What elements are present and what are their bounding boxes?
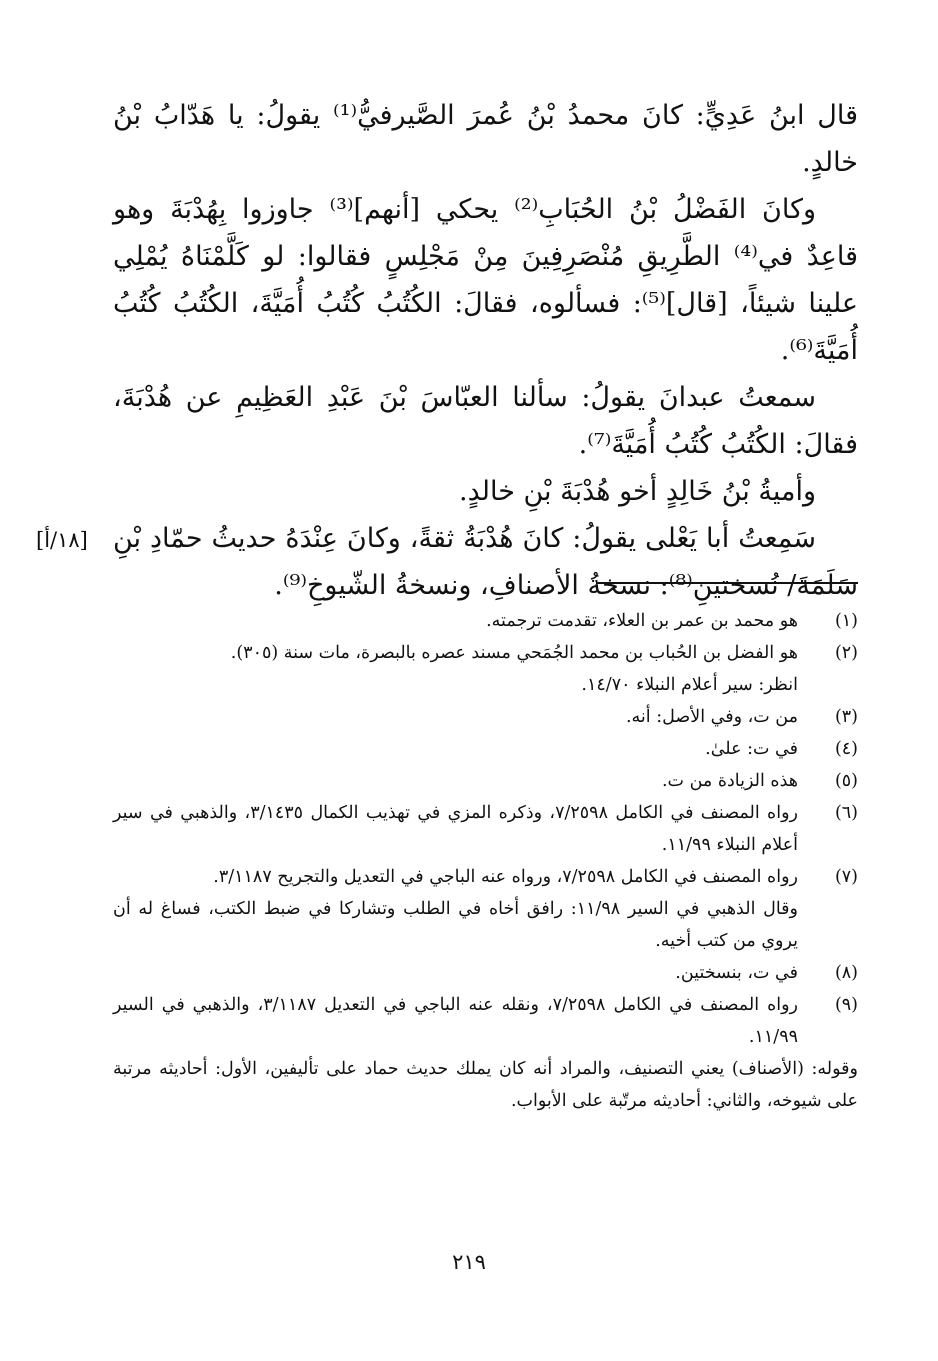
footnote-divider (596, 582, 858, 584)
footnote-number: (٩) (834, 995, 858, 1015)
footnote-number: (٤) (834, 739, 858, 759)
footnote-1 (113, 605, 858, 637)
footnote-continuation: وقوله: (الأصناف) يعني التصنيف، والمراد أنه كان يملك حديث حماد على تأليفين، الأول: أحاديثه مرتبة على شيوخه، والثاني: أحاديثه مرتّبة على الأبواب. (113, 1059, 858, 1111)
paragraph-umayya: وأميةُ بْنُ خَالِدٍ أخو هُدْبَةَ بْنِ خالدٍ. (458, 476, 816, 507)
footnotes (113, 605, 858, 1117)
page-number: ٢١٩ (452, 1250, 486, 1274)
footnote-text: رواه المصنف في الكامل ٧/٢٥٩٨، وذكره المزي في تهذيب الكمال ٣/١٤٣٥، والذهبي في سير أعلام النبلاء ١١/٩٩. (113, 803, 798, 855)
main-text (113, 92, 858, 609)
folio-marginal-note: [١٨/أ] (36, 528, 88, 552)
footnote-number: (٦) (834, 803, 858, 823)
footnote-number: (٣) (834, 707, 858, 727)
footnote-number: (٨) (834, 963, 858, 983)
footnote-9 (113, 989, 858, 1053)
footnote-6 (113, 797, 858, 861)
paragraph-fadl: وكانَ الفَضْلُ بْنُ الحُبَابِ⁽²⁾ يحكي [أنهم]⁽³⁾ جاوزوا بِهُدْبَةَ وهو قاعِدٌ في⁽⁴⁾ الطَّرِيقِ مُنْصَرِفِينَ مِنْ مَجْلِسٍ فقالوا: لو كَلَّمْنَاهُ يُمْلِي علينا شيئاً، [قال]⁽⁵⁾: فسألوه، فقالَ: الكُتُبُ كُتُبُ أُمَيَّةَ، الكُتُبُ كُتُبُ أُمَيَّةَ⁽⁶⁾. (113, 194, 859, 366)
footnote-text: هو محمد بن عمر بن العلاء، تقدمت ترجمته. (486, 611, 798, 631)
footnote-text: انظر: سير أعلام النبلاء ١٤/٧٠. (581, 675, 798, 695)
footnote-8 (113, 957, 858, 989)
paragraph-abu-yala: سَمِعتُ أبا يَعْلى يقولُ: كانَ هُدْبَةُ ثقةً، وكانَ عِنْدَهُ حديثُ حمّادِ بْنِ سَلَمَةَ/ نُسختينِ⁽⁸⁾: نسخةُ الأصنافِ، ونسخةُ الشّيوخِ⁽⁹⁾. (113, 523, 858, 601)
footnote-7 (113, 861, 858, 957)
footnote-text: رواه المصنف في الكامل ٧/٢٥٩٨، ونقله عنه الباجي في التعديل ٣/١١٨٧، والذهبي في السير ١١/٩٩. (113, 995, 798, 1047)
footnote-number: (٢) (834, 643, 858, 663)
footnote-number: (١) (834, 611, 858, 631)
footnote-text: في ت: علىٰ. (705, 739, 798, 759)
footnote-5 (113, 765, 858, 797)
paragraph-abdan: سمعتُ عبدانَ يقولُ: سألنا العبّاسَ بْنَ عَبْدِ العَظِيمِ عن هُدْبَةَ، فقالَ: الكُتُبُ كُتُبُ أُمَيَّةَ⁽⁷⁾. (113, 382, 858, 460)
footnote-text: من ت، وفي الأصل: أنه. (625, 707, 798, 727)
footnote-number: (٧) (834, 867, 858, 887)
footnote-number: (٥) (834, 771, 858, 791)
footnote-text: رواه المصنف في الكامل ٧/٢٥٩٨، ورواه عنه الباجي في التعديل والتجريح ٣/١١٨٧. (213, 867, 798, 887)
paragraph-ibn-adi: قال ابنُ عَدِيٍّ: كانَ محمدُ بْنُ عُمرَ الصَّيرفيُّ⁽¹⁾ يقولُ: يا هَدّابُ بْنُ خالدٍ. (113, 100, 859, 178)
footnote-text: هذه الزيادة من ت. (661, 771, 798, 791)
footnote-4 (113, 733, 858, 765)
footnote-text: في ت، بنسختين. (675, 963, 798, 983)
footnote-text: هو الفضل بن الحُباب بن محمد الجُمَحي مسند عصره بالبصرة، مات سنة (٣٠٥). (230, 643, 798, 663)
footnote-3 (113, 701, 858, 733)
footnote-2 (113, 637, 858, 701)
footnote-text: وقال الذهبي في السير ١١/٩٨: رافق أخاه في الطلب وتشاركا في ضبط الكتب، فساغ له أن يروي من كتب أخيه. (113, 899, 798, 951)
